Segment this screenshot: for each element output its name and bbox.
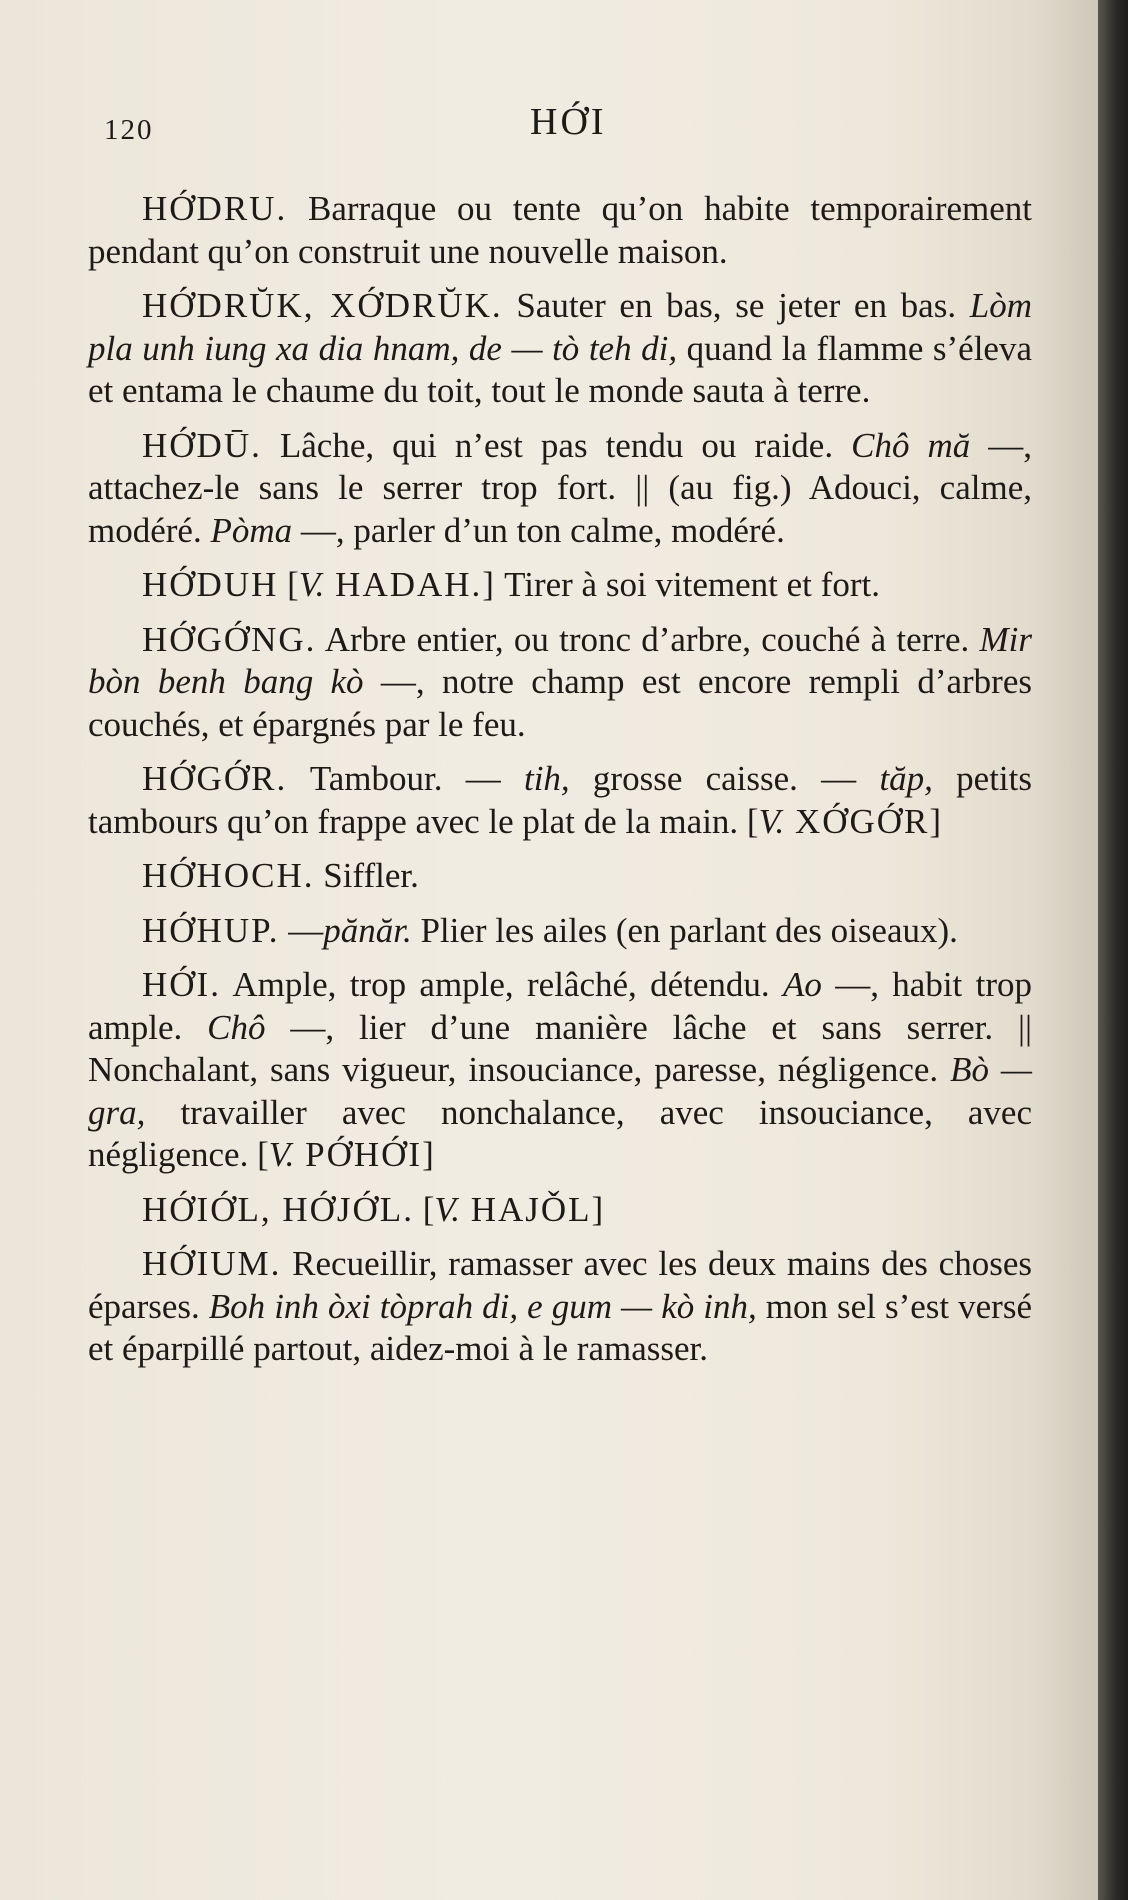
- entry-definition: —, habit trop ample.: [88, 965, 1032, 1047]
- page-number: 120: [104, 114, 154, 146]
- entry-example: tih,: [523, 759, 570, 798]
- dictionary-entry: [88, 758, 1032, 843]
- entry-headword: HỚDRŬK, XỚDRŬK.: [142, 286, 503, 325]
- entry-definition: —, attachez-le sans le serrer trop fort. || (au fig.) Adouci, calme, modéré.: [88, 425, 1032, 550]
- entry-headword: HỚI.: [142, 965, 221, 1004]
- entry-reference: HAJǑL]: [459, 1189, 606, 1229]
- dictionary-entry: [88, 910, 1032, 953]
- entry-definition: —: [279, 910, 324, 950]
- dictionary-entry: [88, 855, 1032, 898]
- entry-reference-marker: V.: [434, 1189, 460, 1229]
- entry-example: Boh inh òxi tòprah di, e gum — kò inh,: [208, 1286, 757, 1326]
- entry-example: tăp,: [879, 759, 933, 798]
- entry-reference-marker: V.: [298, 565, 325, 604]
- entry-example: Lòm pla unh iung xa dia hnam, de — tò teh di,: [88, 286, 1032, 368]
- entry-definition: Siffler.: [314, 856, 419, 895]
- dictionary-entry: [88, 964, 1032, 1177]
- entry-example: Chô mă: [851, 425, 971, 465]
- entry-definition: Plier les ailes (en parlant des oiseaux).: [411, 910, 958, 950]
- entry-definition: Arbre entier, ou tronc d’arbre, couché à terre.: [316, 619, 980, 659]
- entry-headword: HỚDŪ.: [142, 425, 262, 465]
- entry-headword: HỚIỚL, HỚJỚL.: [142, 1189, 414, 1229]
- dictionary-entries: [88, 188, 1032, 1383]
- dictionary-entry: [88, 1243, 1032, 1371]
- entry-definition: Tirer à soi vitement et fort.: [495, 565, 880, 604]
- entry-reference-bracket: [: [413, 1189, 435, 1229]
- entry-definition: Ample, trop ample, relâché, détendu.: [220, 965, 783, 1004]
- entry-example: Chô: [207, 1007, 266, 1047]
- entry-example: Ao: [782, 965, 822, 1004]
- entry-example: Mir bòn benh bang kò: [88, 619, 1032, 701]
- running-head: [100, 100, 1060, 150]
- entry-reference-marker: V.: [268, 1135, 295, 1174]
- entry-definition: petits tambours qu’on frappe avec le plat de la main. [: [88, 759, 1032, 841]
- entry-example: Pòma: [210, 510, 293, 550]
- entry-definition: Lâche, qui n’est pas tendu ou raide.: [261, 425, 852, 465]
- entry-reference: PỚHỚI]: [294, 1135, 436, 1174]
- entry-reference-bracket: [: [278, 565, 299, 604]
- entry-headword: HỚDUH: [142, 565, 279, 604]
- entry-headword: HỚHUP.: [142, 910, 280, 950]
- entry-definition: grosse caisse. —: [569, 759, 880, 798]
- entry-headword: HỚDRU.: [142, 189, 288, 228]
- entry-reference: HADAH.]: [324, 565, 496, 604]
- entry-headword: HỚGỚR.: [142, 759, 288, 798]
- dictionary-entry: [88, 619, 1032, 747]
- entry-definition: —, notre champ est encore rempli d’arbres couchés, et épargnés par le feu.: [88, 662, 1032, 744]
- entry-reference-marker: V.: [758, 801, 785, 841]
- dictionary-entry: [88, 425, 1032, 553]
- entry-definition: Recueillir, ramasser avec les deux mains des choses éparses.: [88, 1244, 1032, 1326]
- dictionary-entry: [88, 564, 1032, 607]
- entry-definition: Sauter en bas, se jeter en bas.: [502, 286, 970, 325]
- dictionary-entry: [88, 188, 1032, 273]
- entry-definition: Barraque ou tente qu’on habite temporairement pendant qu’on construit une nouvelle maison.: [88, 189, 1032, 271]
- entry-example: Bò — gra,: [88, 1050, 1032, 1132]
- dictionary-entry: [88, 285, 1032, 413]
- entry-definition: —, lier d’une manière lâche et sans serrer. || Nonchalant, sans vigueur, insouciance, paresse, négligence.: [88, 1007, 1032, 1089]
- entry-definition: mon sel s’est versé et éparpillé partout, aidez-moi à le ramasser.: [88, 1286, 1032, 1368]
- dictionary-entry: [88, 1189, 1032, 1232]
- entry-headword: HỚHOCH.: [142, 856, 315, 895]
- entry-definition: quand la flamme s’éleva et entama le chaume du toit, tout le monde sauta à terre.: [88, 328, 1032, 410]
- entry-reference: XỚGỚR]: [784, 801, 944, 841]
- entry-example: pănăr.: [323, 910, 412, 950]
- entry-definition: travailler avec nonchalance, avec insouciance, avec négligence. [: [88, 1092, 1032, 1174]
- page-head-word: HỚI: [530, 101, 607, 143]
- entry-definition: Tambour. —: [287, 759, 524, 798]
- entry-headword: HỚIUM.: [142, 1244, 282, 1283]
- book-spine-shadow: [1098, 0, 1128, 1900]
- entry-headword: HỚGỚNG.: [142, 619, 317, 659]
- entry-definition: —, parler d’un ton calme, modéré.: [292, 510, 785, 550]
